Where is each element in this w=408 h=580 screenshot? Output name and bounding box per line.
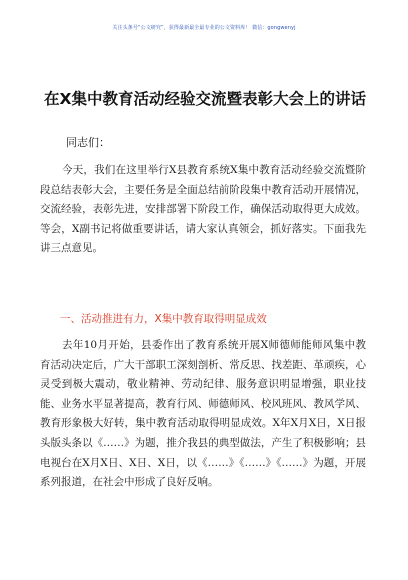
document-title: 在X集中教育活动经验交流暨表彰大会上的讲话	[44, 90, 366, 108]
header-note: 关注头条号“公文研究”，获得最新最全最专业的公文资料库！ 微信：gongwenyj	[112, 25, 296, 31]
paragraph-section-1: 去年10月开始，县委作出了教育系统开展X师德师能师风集中教育活动决定后，广大干部职工深刻剖析、常反思、找差距、革顽疾，心灵受到极大震动，敬业精神、劳动纪律、服务意识明显增强，职业技能、业务水平显著提高，教育行风、师德师风、校风班风、教风学风、教育形象极大好转，集中教育活动取得明显成效。X年X月X日，X日报头版头条以《……》为题，推介我县的典型做法，产生了积极影响；县电视台在X月X日、X日、X日，以《……》《……》《……》为题，开展系列报道，在社会中形成了良好反响。	[40, 339, 366, 489]
section-heading-1: 一、活动推进有力，X集中教育取得明显成效	[60, 313, 267, 325]
salutation: 同志们：	[66, 136, 110, 149]
paragraph-intro: 今天，我们在这里举行X县教育系统X集中教育活动经验交流暨阶段总结表彰大会，主要任务是全面总结前阶段集中教育活动开展情况，交流经验，表彰先进，安排部署下阶段工作，确保活动取得更大成效。等会，X副书记将做重要讲话，请大家认真领会，抓好落实。下面我先讲三点意见。	[40, 164, 366, 255]
